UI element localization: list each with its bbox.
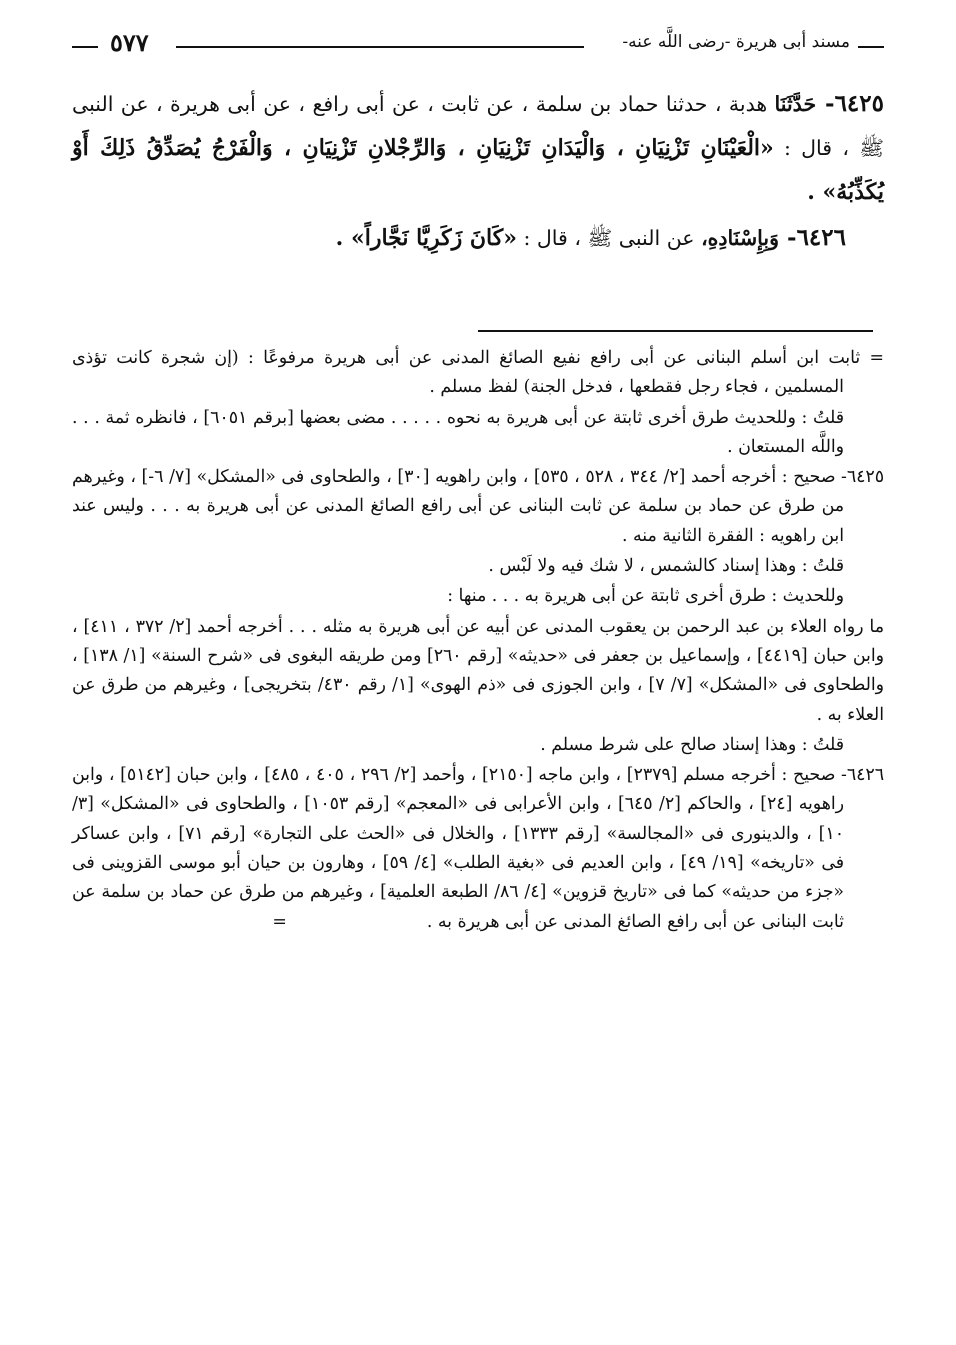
header-dash-left (72, 46, 98, 48)
header-rule (176, 46, 584, 48)
header-dash-right (858, 46, 884, 48)
header-title: مسند أبى هريرة -رضى اللَّه عنه- (622, 32, 850, 52)
footnote-continuation: = ثابت ابن أسلم البنانى عن أبى رافع نفيع الصائغ المدنى عن أبى هريرة مرفوعًا : (إن شجرة كانت تؤذى المسلمين ، فجاء رجل فقطعها ، فدخل الجنة) لفظ مسلم . (72, 348, 884, 398)
number-dash: - (779, 224, 797, 251)
page-header (72, 30, 884, 64)
number-dash: - (816, 90, 835, 117)
page-number: ٥٧٧ (110, 28, 149, 57)
hadith-body (72, 82, 884, 260)
hadith-number: ٦٤٢٥ (834, 90, 884, 117)
footnote-paragraph: ما رواه العلاء بن عبد الرحمن بن يعقوب المدنى عن أبيه عن أبى هريرة به مثله . . . أخرجه أحمد [٢/ ٣٧٢ ، ٤١١] ، وابن حبان [٤٤١٩] ، وإسماعيل بن جعفر فى «حديثه» [رقم ٢٦٠] ومن طريقه البغوى فى «شرح السنة» [١/ ١٣٨] ، والطحاوى فى «المشكل» [٧/ ٧] ، وابن الجوزى فى «ذم الهوى» [١/ رقم ٤٣٠/ بتخريجى] ، وغيرهم من طرق عن العلاء به . (72, 616, 884, 725)
footnote-remark: وللحديث : طرق أخرى ثابتة عن أبى هريرة به . . . منها : (447, 586, 844, 607)
footnote-takhrij-6425: ٦٤٢٥- صحيح : أخرجه أحمد [٢/ ٣٤٤ ، ٥٢٨ ، ٥٣٥] ، وابن راهويه [٣٠] ، والطحاوى فى «المشكل» [٧/ ٦-] ، وغيرهم من طرق عن حماد بن سلمة عن ثابت البنانى عن أبى رافع الصائغ المدنى عن أبى هريرة به . . . وليس عند ابن راهويه : الفقرة الثانية منه . (72, 467, 884, 546)
hadith-chain: هدبة ، حدثنا حماد بن سلمة ، عن ثابت ، عن أبى رافع ، عن أبى هريرة ، عن النبى ﷺ ، قال : (72, 92, 884, 160)
hadith-6426 (72, 216, 884, 260)
footnote-takhrij-6426: ٦٤٢٦- صحيح : أخرجه مسلم [٢٣٧٩] ، وابن ماجه [٢١٥٠] ، وأحمد [٢/ ٢٩٦ ، ٤٠٥ ، ٤٨٥] ، وابن حبان [٥١٤٢] ، وابن راهويه [٢٤] ، والحاكم [٢/ ٦٤٥] ، وابن الأعرابى فى «المعجم» [رقم ١٠٥٣] ، والطحاوى فى «المشكل» [٣/ ١٠] ، والدينورى فى «المجالسة» [رقم ١٣٣٣] ، والخلال فى «الحث على التجارة» [رقم ٧١] ، وابن عساكر فى «تاريخه» [١٩/ ٤٩] ، وابن العديم فى «بغية الطلب» [٤/ ٥٩] ، وهارون بن حيان أبو موسى القزوينى فى «جزء من حديثه» كما فى «تاريخ قزوين» [٤/ ٨٦/ الطبعة العلمية] ، وغيرهم من طرق عن حماد بن سلمة عن ثابت البنانى عن أبى رافع الصائغ المدنى عن أبى هريرة به .= (72, 765, 884, 932)
footnote-remark: قلتُ : وهذا إسناد صالح على شرط مسلم . (540, 734, 844, 755)
hadith-matn: «كَانَ زَكَرِيَّا نَجَّاراً» . (335, 225, 517, 251)
hadith-chain: عن النبى ﷺ ، قال : (523, 226, 695, 250)
footnote-divider (478, 330, 873, 332)
hadith-matn: «الْعَيْنَانِ تَزْنِيَانِ ، وَالْيَدَانِ تَزْنِيَانِ ، وَالرِّجْلانِ تَزْنِيَانِ ، وَالْفَرْجُ يُصَدِّقُ ذَلِكَ أَوْ يُكَذِّبُهُ» . (72, 135, 884, 205)
hadith-lead: حَدَّثَنَا (774, 92, 817, 116)
footnote-remark: قلتُ : وللحديث طرق أخرى ثابتة عن أبى هريرة به نحوه . . . . . مضى بعضها [برقم ٦٠٥١] ، فانظره ثمة . . . واللَّه المستعان . (72, 407, 844, 457)
hadith-lead: وَبِإِسْنَادِهِ، (701, 226, 780, 250)
hadith-number: ٦٤٢٦ (796, 224, 846, 251)
footnotes (72, 344, 884, 938)
footnote-remark: قلتُ : وهذا إسناد كالشمس ، لا شك فيه ولا لَبْس . (488, 556, 844, 577)
hadith-6425 (72, 82, 884, 214)
footnote-text: ٦٤٢٦- صحيح : أخرجه مسلم [٢٣٧٩] ، وابن ماجه [٢١٥٠] ، وأحمد [٢/ ٢٩٦ ، ٤٠٥ ، ٤٨٥] ، وابن حبان [٥١٤٢] ، وابن راهويه [٢٤] ، والحاكم [٢/ ٦٤٥] ، وابن الأعرابى فى «المعجم» [رقم ١٠٥٣] ، والطحاوى فى «المشكل» [٣/ ١٠] ، والدينورى فى «المجالسة» [رقم ١٣٣٣] ، والخلال فى «الحث على التجارة» [رقم ٧١] ، وابن عساكر فى «تاريخه» [١٩/ ٤٩] ، وابن العديم فى «بغية الطلب» [٤/ ٥٩] ، وهارون بن حيان أبو موسى القزوينى فى «جزء من حديثه» كما فى «تاريخ قزوين» [٤/ ٨٦/ الطبعة العلمية] ، وغيرهم من طرق عن حماد بن سلمة عن ثابت البنانى عن أبى رافع الصائغ المدنى عن أبى هريرة به . (72, 765, 884, 932)
